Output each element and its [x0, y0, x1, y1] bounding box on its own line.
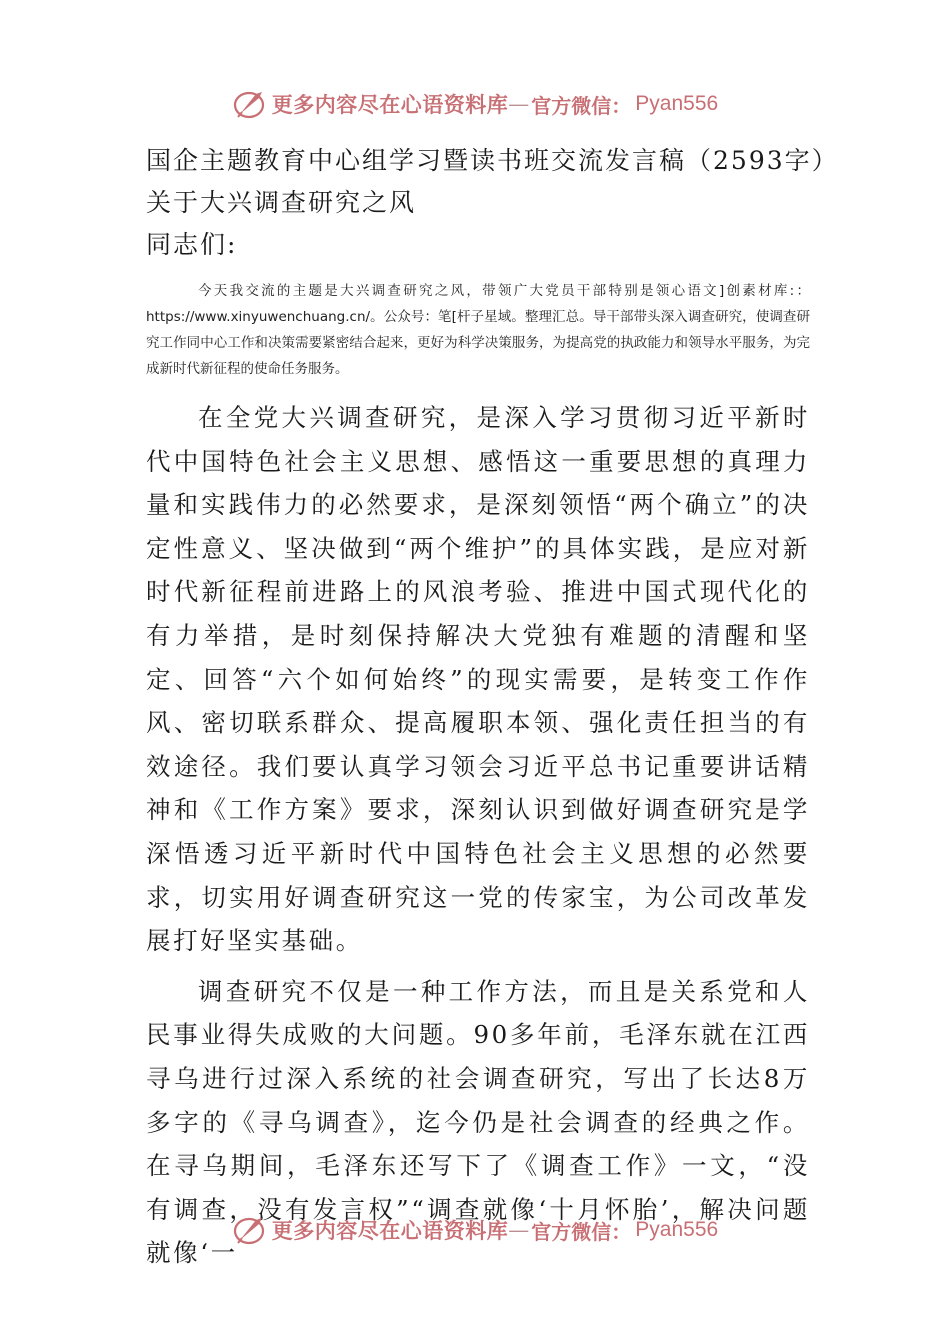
banner-main-text: 更多内容尽在心语资料库: [271, 92, 509, 117]
document-title: 国企主题教育中心组学习暨读书班交流发言稿（2593字）: [146, 146, 839, 175]
banner-separator: —: [508, 92, 530, 116]
banner-wechat-label: 官方微信：: [531, 1219, 632, 1244]
document-subtitle: 关于大兴调查研究之风: [146, 188, 417, 217]
footer-banner: [0, 1208, 950, 1252]
summary-note: 今天我交流的主题是大兴调查研究之风，带领广大党员干部特别是领心语文]创素材库:：https://www.xinyuwenchuang.cn/。公众号：笔[杆子星域。整理汇总。导干部带头深入调查研究，使调查研究工作同中心工作和决策需要紧密结合起来，更好为科学决策服务，为提高党的执政能力和领导水平服务，为完成新时代新征程的使命任务服务。: [146, 283, 810, 377]
paragraph-1: 在全党大兴调查研究，是深入学习贯彻习近平新时代中国特色社会主义思想、感悟这一重要思想的真理力量和实践伟力的必然要求，是深刻领悟“两个确立”的决定性意义、坚决做到“两个维护”的具体实践，是应对新时代新征程前进路上的风浪考验、推进中国式现代化的有力举措，是时刻保持解决大党独有难题的清醒和坚定、回答“六个如何始终”的现实需要，是转变工作作风、密切联系群众、提高履职本领、强化责任担当的有效途径。我们要认真学习领会习近平总书记重要讲话精神和《工作方案》要求，深刻认识到做好调查研究是学深悟透习近平新时代中国特色社会主义思想的必然要求，切实用好调查研究这一党的传家宝，为公司改革发展打好坚实基础。: [146, 403, 810, 956]
quill-pen-logo-icon: [232, 1212, 268, 1248]
banner-main-text: 更多内容尽在心语资料库: [271, 1218, 509, 1243]
paragraph-2: 调查研究不仅是一种工作方法，而且是关系党和人民事业得失成败的大问题。90多年前，毛泽东就在江西寻乌进行过深入系统的社会调查研究，写出了长达8万多字的《寻乌调查》，迄今仍是社会调查的经典之作。在寻乌期间，毛泽东还写下了《调查工作》一文，“没有调查，没有发言权”“调查就像‘十月怀胎’，解决问题就像‘一: [146, 976, 810, 1268]
salutation: 同志们:: [146, 230, 238, 259]
banner-wechat-label: 官方微信：: [531, 93, 632, 118]
document-body: [146, 140, 839, 1275]
header-banner: [0, 82, 950, 126]
quill-pen-logo-icon: [232, 86, 268, 122]
banner-wechat-id: Pyan556: [635, 1218, 719, 1241]
banner-wechat-id: Pyan556: [635, 92, 719, 115]
banner-separator: —: [508, 1218, 530, 1242]
